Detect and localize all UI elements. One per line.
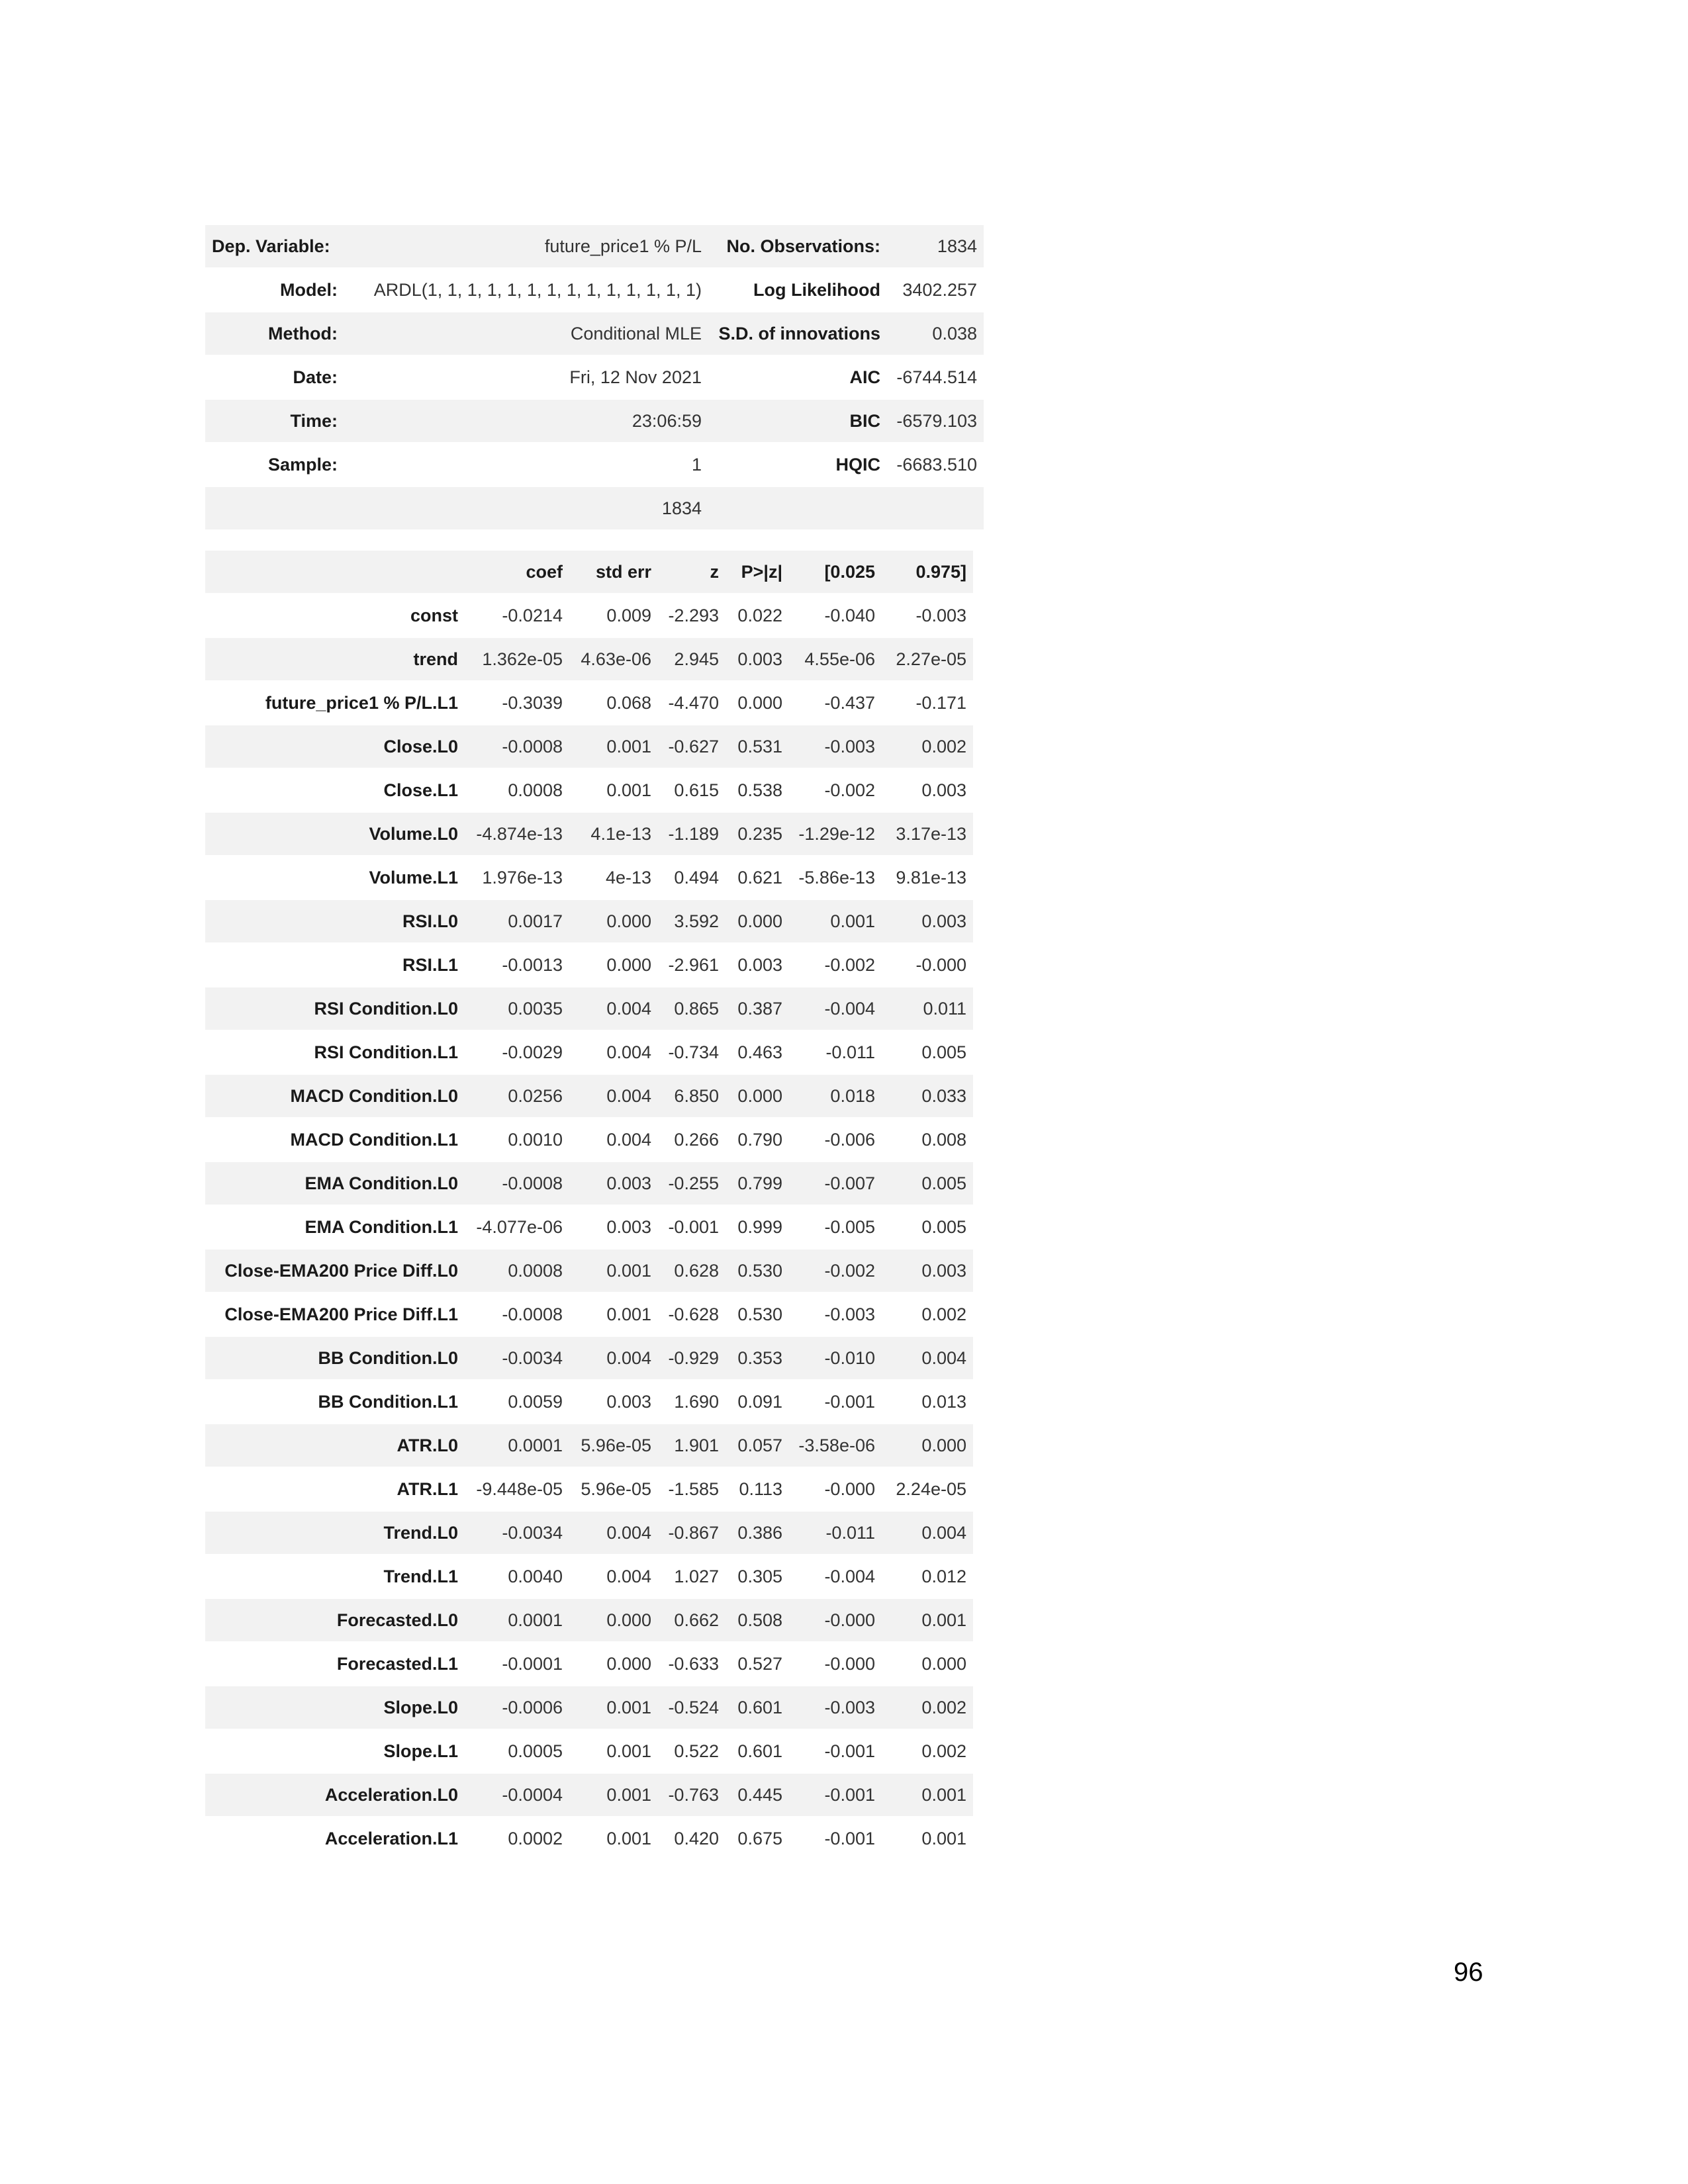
- ci-upper-cell: 2.27e-05: [882, 637, 973, 681]
- coef-cell: 0.0010: [465, 1118, 569, 1161]
- p-value-cell: 0.999: [726, 1205, 789, 1249]
- table-row: [205, 1074, 973, 1118]
- time-value: 23:06:59: [344, 399, 708, 443]
- row-name: Forecasted.L0: [205, 1598, 465, 1642]
- p-value-cell: 0.387: [726, 987, 789, 1030]
- p-value-cell: 0.235: [726, 812, 789, 856]
- p-value-cell: 0.621: [726, 856, 789, 899]
- coef-cell: 0.0002: [465, 1817, 569, 1860]
- z-cell: -2.961: [658, 943, 726, 987]
- z-cell: -0.929: [658, 1336, 726, 1380]
- z-cell: -0.628: [658, 1293, 726, 1336]
- ci-lower-cell: -0.002: [789, 943, 882, 987]
- ci-upper-cell: 0.000: [882, 1424, 973, 1467]
- model-summary-table: [205, 225, 984, 531]
- no-observations-value: 1834: [887, 225, 984, 268]
- std-err-cell: 0.001: [569, 1293, 658, 1336]
- ci-lower-cell: -0.000: [789, 1642, 882, 1686]
- ci-upper-cell: 9.81e-13: [882, 856, 973, 899]
- coef-cell: -0.0214: [465, 594, 569, 637]
- p-value-cell: 0.113: [726, 1467, 789, 1511]
- row-name: Slope.L1: [205, 1729, 465, 1773]
- row-name: trend: [205, 637, 465, 681]
- p-value-header: P>|z|: [726, 551, 789, 594]
- coef-cell: 0.0040: [465, 1555, 569, 1598]
- table-row: [205, 725, 973, 768]
- p-value-cell: 0.790: [726, 1118, 789, 1161]
- z-cell: -0.763: [658, 1773, 726, 1817]
- ci-lower-cell: -0.010: [789, 1336, 882, 1380]
- coef-cell: 0.0256: [465, 1074, 569, 1118]
- row-name: Acceleration.L0: [205, 1773, 465, 1817]
- p-value-cell: 0.508: [726, 1598, 789, 1642]
- z-cell: 0.522: [658, 1729, 726, 1773]
- page-number: 96: [1454, 1958, 1483, 1987]
- model-value: ARDL(1, 1, 1, 1, 1, 1, 1, 1, 1, 1, 1, 1, 1, 1): [344, 268, 708, 312]
- std-err-cell: 0.001: [569, 768, 658, 812]
- coef-cell: 1.976e-13: [465, 856, 569, 899]
- ci-lower-cell: -0.003: [789, 1686, 882, 1729]
- summary-row: [205, 443, 984, 486]
- z-cell: -2.293: [658, 594, 726, 637]
- coef-cell: -0.0001: [465, 1642, 569, 1686]
- coef-cell: 0.0017: [465, 899, 569, 943]
- std-err-cell: 4.63e-06: [569, 637, 658, 681]
- ci-lower-cell: -0.000: [789, 1467, 882, 1511]
- row-name: Acceleration.L1: [205, 1817, 465, 1860]
- ci-upper-cell: 0.000: [882, 1642, 973, 1686]
- p-value-cell: 0.386: [726, 1511, 789, 1555]
- method-value: Conditional MLE: [344, 312, 708, 355]
- std-err-cell: 0.004: [569, 1336, 658, 1380]
- std-err-cell: 5.96e-05: [569, 1467, 658, 1511]
- coef-cell: -4.077e-06: [465, 1205, 569, 1249]
- coef-cell: 0.0059: [465, 1380, 569, 1424]
- ci-upper-cell: -0.171: [882, 681, 973, 725]
- z-cell: -0.001: [658, 1205, 726, 1249]
- summary-row: [205, 355, 984, 399]
- coef-cell: -0.3039: [465, 681, 569, 725]
- p-value-cell: 0.305: [726, 1555, 789, 1598]
- summary-row: [205, 312, 984, 355]
- summary-row: [205, 268, 984, 312]
- ci-upper-cell: 0.011: [882, 987, 973, 1030]
- p-value-cell: 0.000: [726, 1074, 789, 1118]
- ci-lower-cell: -0.006: [789, 1118, 882, 1161]
- std-err-cell: 0.068: [569, 681, 658, 725]
- sample-end-value: 1834: [344, 486, 708, 530]
- std-err-cell: 0.004: [569, 1074, 658, 1118]
- p-value-cell: 0.530: [726, 1249, 789, 1293]
- hqic-value: -6683.510: [887, 443, 984, 486]
- std-err-cell: 0.004: [569, 1555, 658, 1598]
- row-name: Trend.L1: [205, 1555, 465, 1598]
- ci-lower-header: [0.025: [789, 551, 882, 594]
- std-err-cell: 0.004: [569, 987, 658, 1030]
- table-row: [205, 1686, 973, 1729]
- row-name: MACD Condition.L1: [205, 1118, 465, 1161]
- coef-cell: -9.448e-05: [465, 1467, 569, 1511]
- summary-row: [205, 486, 984, 530]
- row-name: Close-EMA200 Price Diff.L1: [205, 1293, 465, 1336]
- z-cell: 3.592: [658, 899, 726, 943]
- std-err-cell: 4e-13: [569, 856, 658, 899]
- p-value-cell: 0.022: [726, 594, 789, 637]
- p-value-cell: 0.003: [726, 943, 789, 987]
- z-cell: 1.027: [658, 1555, 726, 1598]
- hqic-label: HQIC: [708, 443, 887, 486]
- table-row: [205, 768, 973, 812]
- dep-variable-value: future_price1 % P/L: [344, 225, 708, 268]
- row-name: EMA Condition.L1: [205, 1205, 465, 1249]
- coef-cell: -0.0006: [465, 1686, 569, 1729]
- z-cell: 6.850: [658, 1074, 726, 1118]
- table-row: [205, 1205, 973, 1249]
- coef-cell: 0.0005: [465, 1729, 569, 1773]
- z-cell: -4.470: [658, 681, 726, 725]
- aic-label: AIC: [708, 355, 887, 399]
- summary-row: [205, 399, 984, 443]
- coef-cell: 0.0008: [465, 1249, 569, 1293]
- method-label: Method:: [205, 312, 344, 355]
- std-err-cell: 0.004: [569, 1118, 658, 1161]
- ci-lower-cell: 0.018: [789, 1074, 882, 1118]
- ci-upper-cell: 0.012: [882, 1555, 973, 1598]
- table-row: [205, 1467, 973, 1511]
- ci-lower-cell: -0.000: [789, 1598, 882, 1642]
- coef-cell: 0.0035: [465, 987, 569, 1030]
- row-name: Trend.L0: [205, 1511, 465, 1555]
- coef-cell: -0.0004: [465, 1773, 569, 1817]
- table-row: [205, 1729, 973, 1773]
- std-err-cell: 0.003: [569, 1205, 658, 1249]
- row-name: Close-EMA200 Price Diff.L0: [205, 1249, 465, 1293]
- z-cell: 0.615: [658, 768, 726, 812]
- p-value-cell: 0.601: [726, 1729, 789, 1773]
- ci-lower-cell: -5.86e-13: [789, 856, 882, 899]
- std-err-cell: 0.003: [569, 1380, 658, 1424]
- ci-upper-cell: 0.005: [882, 1161, 973, 1205]
- p-value-cell: 0.527: [726, 1642, 789, 1686]
- z-cell: 0.420: [658, 1817, 726, 1860]
- std-err-cell: 0.001: [569, 1686, 658, 1729]
- table-row: [205, 1817, 973, 1860]
- ci-lower-cell: -0.011: [789, 1511, 882, 1555]
- z-cell: -0.867: [658, 1511, 726, 1555]
- ci-lower-cell: -0.005: [789, 1205, 882, 1249]
- z-cell: 0.628: [658, 1249, 726, 1293]
- ci-lower-cell: 4.55e-06: [789, 637, 882, 681]
- coef-cell: -4.874e-13: [465, 812, 569, 856]
- coef-cell: -0.0013: [465, 943, 569, 987]
- ci-lower-cell: -1.29e-12: [789, 812, 882, 856]
- ci-upper-cell: 0.013: [882, 1380, 973, 1424]
- std-err-cell: 0.000: [569, 899, 658, 943]
- p-value-cell: 0.445: [726, 1773, 789, 1817]
- z-cell: -0.524: [658, 1686, 726, 1729]
- coef-cell: 0.0008: [465, 768, 569, 812]
- ci-upper-cell: 0.001: [882, 1598, 973, 1642]
- ci-upper-cell: 0.002: [882, 1293, 973, 1336]
- coef-cell: 1.362e-05: [465, 637, 569, 681]
- table-row: [205, 943, 973, 987]
- coef-cell: -0.0008: [465, 1161, 569, 1205]
- ci-upper-cell: 0.001: [882, 1773, 973, 1817]
- ci-upper-cell: -0.000: [882, 943, 973, 987]
- model-label: Model:: [205, 268, 344, 312]
- p-value-cell: 0.353: [726, 1336, 789, 1380]
- date-value: Fri, 12 Nov 2021: [344, 355, 708, 399]
- table-row: [205, 1424, 973, 1467]
- row-name: Volume.L1: [205, 856, 465, 899]
- std-err-cell: 0.000: [569, 1642, 658, 1686]
- coef-header-row: [205, 551, 973, 594]
- z-cell: -1.585: [658, 1467, 726, 1511]
- time-label: Time:: [205, 399, 344, 443]
- z-cell: -1.189: [658, 812, 726, 856]
- z-cell: 0.266: [658, 1118, 726, 1161]
- p-value-cell: 0.538: [726, 768, 789, 812]
- coefficient-table: [205, 551, 973, 1861]
- ci-lower-cell: -0.003: [789, 1293, 882, 1336]
- ci-upper-cell: 0.003: [882, 1249, 973, 1293]
- table-row: [205, 1030, 973, 1074]
- row-name: RSI.L0: [205, 899, 465, 943]
- row-name: ATR.L1: [205, 1467, 465, 1511]
- summary-row: [205, 225, 984, 268]
- std-err-cell: 0.001: [569, 1249, 658, 1293]
- coef-cell: -0.0034: [465, 1511, 569, 1555]
- ci-upper-cell: 0.002: [882, 725, 973, 768]
- table-row: [205, 637, 973, 681]
- table-row: [205, 1161, 973, 1205]
- std-err-header: std err: [569, 551, 658, 594]
- ci-upper-cell: 0.003: [882, 768, 973, 812]
- row-name: Volume.L0: [205, 812, 465, 856]
- std-err-cell: 5.96e-05: [569, 1424, 658, 1467]
- ci-upper-cell: 0.008: [882, 1118, 973, 1161]
- sd-innovations-value: 0.038: [887, 312, 984, 355]
- row-name: ATR.L0: [205, 1424, 465, 1467]
- row-name: Close.L1: [205, 768, 465, 812]
- coef-cell: -0.0034: [465, 1336, 569, 1380]
- z-cell: -0.255: [658, 1161, 726, 1205]
- ci-lower-cell: -0.002: [789, 768, 882, 812]
- z-cell: 1.901: [658, 1424, 726, 1467]
- row-name: Forecasted.L1: [205, 1642, 465, 1686]
- p-value-cell: 0.531: [726, 725, 789, 768]
- bic-label: BIC: [708, 399, 887, 443]
- std-err-cell: 0.004: [569, 1511, 658, 1555]
- empty-cell: [708, 486, 887, 530]
- z-cell: 0.494: [658, 856, 726, 899]
- ci-upper-cell: -0.003: [882, 594, 973, 637]
- p-value-cell: 0.000: [726, 681, 789, 725]
- p-value-cell: 0.000: [726, 899, 789, 943]
- std-err-cell: 4.1e-13: [569, 812, 658, 856]
- std-err-cell: 0.003: [569, 1161, 658, 1205]
- empty-cell: [205, 486, 344, 530]
- ci-lower-cell: -0.001: [789, 1817, 882, 1860]
- z-cell: -0.627: [658, 725, 726, 768]
- row-name: future_price1 % P/L.L1: [205, 681, 465, 725]
- ci-lower-cell: -3.58e-06: [789, 1424, 882, 1467]
- ci-upper-cell: 0.004: [882, 1511, 973, 1555]
- std-err-cell: 0.001: [569, 1817, 658, 1860]
- row-name: BB Condition.L0: [205, 1336, 465, 1380]
- z-cell: -0.633: [658, 1642, 726, 1686]
- dep-variable-label: Dep. Variable:: [205, 225, 344, 268]
- sample-value: 1: [344, 443, 708, 486]
- table-row: [205, 856, 973, 899]
- std-err-cell: 0.001: [569, 725, 658, 768]
- ci-lower-cell: -0.437: [789, 681, 882, 725]
- ci-lower-cell: -0.004: [789, 987, 882, 1030]
- ci-upper-cell: 0.004: [882, 1336, 973, 1380]
- ci-lower-cell: -0.007: [789, 1161, 882, 1205]
- row-name: Slope.L0: [205, 1686, 465, 1729]
- ci-upper-cell: 0.005: [882, 1030, 973, 1074]
- z-cell: 1.690: [658, 1380, 726, 1424]
- table-row: [205, 1118, 973, 1161]
- coef-header: coef: [465, 551, 569, 594]
- ci-lower-cell: -0.001: [789, 1773, 882, 1817]
- coef-cell: 0.0001: [465, 1424, 569, 1467]
- z-cell: -0.734: [658, 1030, 726, 1074]
- row-name-header: [205, 551, 465, 594]
- ci-upper-cell: 0.002: [882, 1729, 973, 1773]
- std-err-cell: 0.001: [569, 1773, 658, 1817]
- row-name: RSI Condition.L0: [205, 987, 465, 1030]
- table-row: [205, 1598, 973, 1642]
- coef-table-body: [205, 594, 973, 1860]
- bic-value: -6579.103: [887, 399, 984, 443]
- row-name: RSI.L1: [205, 943, 465, 987]
- p-value-cell: 0.601: [726, 1686, 789, 1729]
- z-cell: 0.662: [658, 1598, 726, 1642]
- table-row: [205, 1249, 973, 1293]
- table-row: [205, 1642, 973, 1686]
- ci-upper-cell: 3.17e-13: [882, 812, 973, 856]
- z-cell: 0.865: [658, 987, 726, 1030]
- ci-lower-cell: -0.011: [789, 1030, 882, 1074]
- coef-cell: -0.0008: [465, 1293, 569, 1336]
- ci-lower-cell: -0.001: [789, 1380, 882, 1424]
- table-row: [205, 594, 973, 637]
- p-value-cell: 0.530: [726, 1293, 789, 1336]
- aic-value: -6744.514: [887, 355, 984, 399]
- p-value-cell: 0.675: [726, 1817, 789, 1860]
- row-name: BB Condition.L1: [205, 1380, 465, 1424]
- row-name: const: [205, 594, 465, 637]
- row-name: EMA Condition.L0: [205, 1161, 465, 1205]
- ci-lower-cell: 0.001: [789, 899, 882, 943]
- row-name: RSI Condition.L1: [205, 1030, 465, 1074]
- table-row: [205, 681, 973, 725]
- ci-upper-cell: 0.033: [882, 1074, 973, 1118]
- p-value-cell: 0.463: [726, 1030, 789, 1074]
- coef-cell: 0.0001: [465, 1598, 569, 1642]
- row-name: MACD Condition.L0: [205, 1074, 465, 1118]
- p-value-cell: 0.091: [726, 1380, 789, 1424]
- log-likelihood-value: 3402.257: [887, 268, 984, 312]
- table-row: [205, 1336, 973, 1380]
- table-row: [205, 1555, 973, 1598]
- row-name: Close.L0: [205, 725, 465, 768]
- ci-upper-cell: 0.002: [882, 1686, 973, 1729]
- ci-upper-cell: 2.24e-05: [882, 1467, 973, 1511]
- std-err-cell: 0.001: [569, 1729, 658, 1773]
- coef-cell: -0.0029: [465, 1030, 569, 1074]
- empty-cell: [887, 486, 984, 530]
- ci-upper-header: 0.975]: [882, 551, 973, 594]
- p-value-cell: 0.799: [726, 1161, 789, 1205]
- sample-label: Sample:: [205, 443, 344, 486]
- ci-lower-cell: -0.001: [789, 1729, 882, 1773]
- date-label: Date:: [205, 355, 344, 399]
- sd-innovations-label: S.D. of innovations: [708, 312, 887, 355]
- table-row: [205, 987, 973, 1030]
- std-err-cell: 0.009: [569, 594, 658, 637]
- p-value-cell: 0.003: [726, 637, 789, 681]
- ci-upper-cell: 0.005: [882, 1205, 973, 1249]
- ci-upper-cell: 0.001: [882, 1817, 973, 1860]
- std-err-cell: 0.004: [569, 1030, 658, 1074]
- table-row: [205, 1773, 973, 1817]
- z-header: z: [658, 551, 726, 594]
- ci-upper-cell: 0.003: [882, 899, 973, 943]
- table-row: [205, 1511, 973, 1555]
- coef-cell: -0.0008: [465, 725, 569, 768]
- table-row: [205, 899, 973, 943]
- p-value-cell: 0.057: [726, 1424, 789, 1467]
- log-likelihood-label: Log Likelihood: [708, 268, 887, 312]
- ci-lower-cell: -0.004: [789, 1555, 882, 1598]
- table-row: [205, 812, 973, 856]
- ci-lower-cell: -0.002: [789, 1249, 882, 1293]
- ci-lower-cell: -0.040: [789, 594, 882, 637]
- ci-lower-cell: -0.003: [789, 725, 882, 768]
- std-err-cell: 0.000: [569, 943, 658, 987]
- no-observations-label: No. Observations:: [708, 225, 887, 268]
- table-row: [205, 1380, 973, 1424]
- table-row: [205, 1293, 973, 1336]
- z-cell: 2.945: [658, 637, 726, 681]
- std-err-cell: 0.000: [569, 1598, 658, 1642]
